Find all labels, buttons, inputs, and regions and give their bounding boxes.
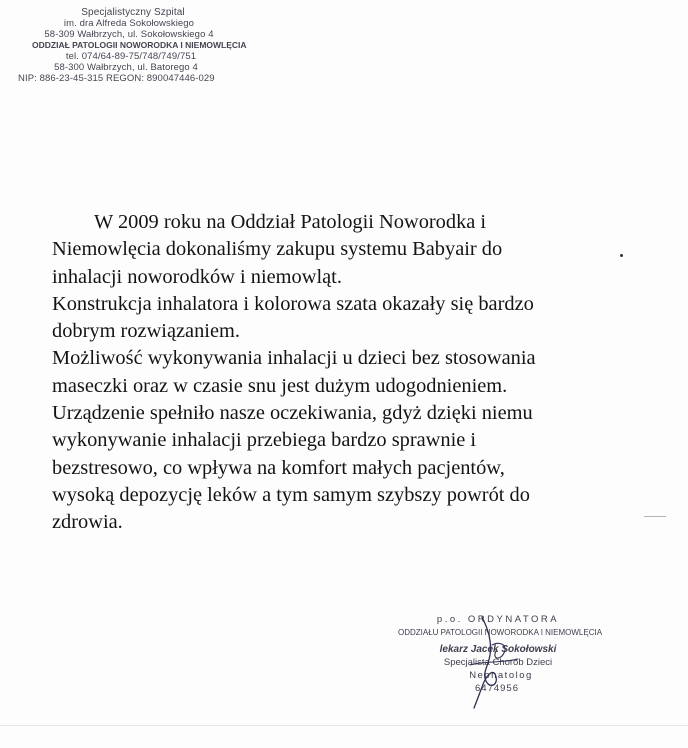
stamp-hospital-name: Specjalistyczny Szpital — [81, 7, 185, 18]
letter-line: zdrowia. — [52, 511, 123, 534]
letter-line: Niemowlęcia dokonaliśmy zakupu systemu Babyair do — [52, 238, 503, 261]
stamp-hospital-address: 58-309 Wałbrzych, ul. Sokołowskiego 4 — [44, 29, 214, 40]
scan-mark — [644, 516, 666, 517]
letter-line: Możliwość wykonywania inhalacji u dzieci bez stosowania — [52, 347, 536, 370]
letter-line: Konstrukcja inhalatora i kolorowa szata okazały się bardzo — [52, 292, 534, 315]
stamp-ward-name: ODDZIAŁU PATOLOGII NOWORODKA I NIEMOWLĘCIA — [398, 628, 603, 637]
stamp-phone: tel. 074/64-89-75/748/749/751 — [65, 51, 197, 62]
letter-line: wysoką depozycję leków a tym samym szybszy powrót do — [52, 483, 530, 506]
scan-speck — [620, 254, 623, 257]
stamp-license-number: 6474956 — [475, 683, 519, 694]
stamp-physician-name: lekarz Jacek Sokołowski — [439, 644, 557, 655]
scan-edge-line — [0, 725, 688, 726]
letter-line: Urządzenie spełniło nasze oczekiwania, gdyż dzięki niemu — [52, 402, 533, 425]
stamp-specialty: Specjalista Chorób Dzieci — [443, 657, 553, 668]
letter-body — [52, 209, 662, 537]
letter-line: inhalacji noworodków i niemowląt. — [52, 265, 342, 288]
head-physician-stamp — [398, 613, 603, 695]
letter-line: wykonywanie inhalacji przebiega bardzo sprawnie i — [52, 429, 477, 452]
letter-line: bezstresowo, co wpływa na komfort małych pacjentów, — [52, 456, 505, 479]
stamp-department-name: ODDZIAŁ PATOLOGII NOWORODKA I NIEMOWLĘCIA — [32, 40, 247, 50]
stamp-hospital-patron: im. dra Alfreda Sokołowskiego — [63, 18, 195, 29]
stamp-position-title: p.o. ORDYNATORA — [436, 614, 560, 625]
letter-line: maseczki oraz w czasie snu jest dużym udogodnieniem. — [52, 374, 508, 397]
letter-line: dobrym rozwiązaniem. — [52, 320, 240, 343]
stamp-department-address: 58-300 Wałbrzych, ul. Batorego 4 — [54, 62, 198, 73]
stamp-tax-ids: NIP: 886-23-45-315 REGON: 890047446-029 — [18, 73, 215, 84]
letter-line: W 2009 roku na Oddział Patologii Noworodka i — [94, 211, 487, 233]
hospital-header-stamp — [18, 7, 247, 84]
stamp-subspecialty: Neonatolog — [469, 670, 533, 681]
